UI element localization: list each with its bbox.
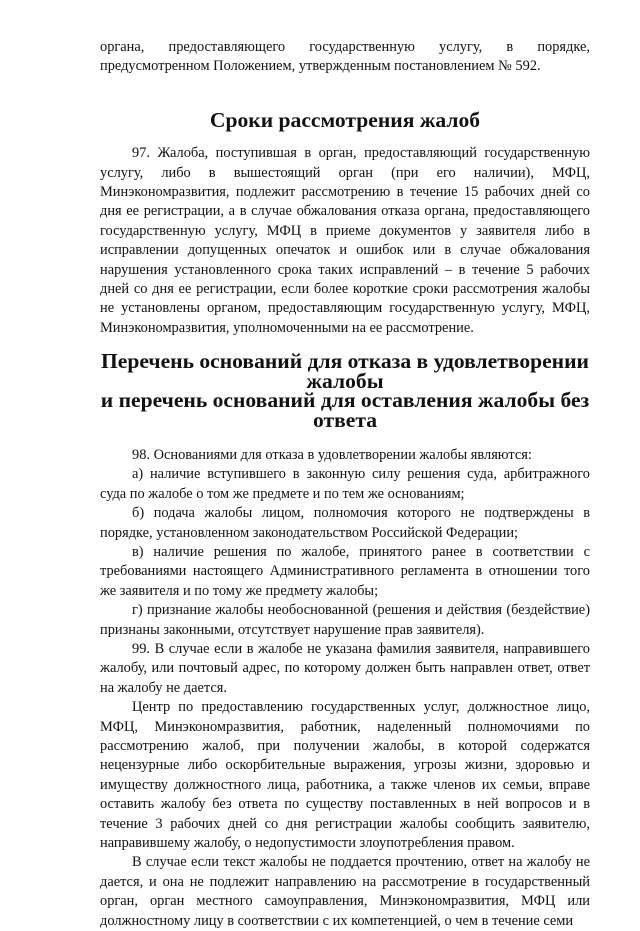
paragraph-98: 98. Основаниями для отказа в удовлетворении жалобы являются: (132, 446, 532, 463)
heading-line-2: и перечень оснований для оставления жалобы без ответа (100, 388, 590, 432)
paragraph-97: 97. Жалоба, поступившая в орган, предоставляющий государственную услугу, либо в вышестоящий орган (при его наличии), МФЦ, Минэкономразвития, подлежит рассмотрению в течение 15 рабочих дней со дня ее регистрации, а в случае обжалования отказа органа, предоставляющего государственную услугу, МФЦ в приеме документов у заявителя либо в исправлении допущенных опечаток и ошибок или в случае обжалования нарушения установленного срока таких исправлений – в течение 5 рабочих дней со дня ее регистрации, если более короткие сроки рассмотрения жалобы не установлены органом, предоставляющим государственную услугу, МФЦ, Минэкономразвития, уполномоченными на ее рассмотрение. (100, 145, 590, 336)
paragraph-98-g: г) признание жалобы необоснованной (решения и действия (бездействие) признаны законными, отсутствует нарушение прав заявителя). (100, 602, 590, 638)
paragraph-98-v: в) наличие решения по жалобе, принятого ранее в соответствии с требованиями настоящего Административного регламента в отношении того же заявителя и по тому же предмету жалобы; (100, 543, 590, 599)
paragraph-continuation: органа, предоставляющего государственную услугу, в порядке, предусмотренном Положением, утвержденным постановлением № 592. (100, 39, 590, 75)
paragraph-99-center: Центр по предоставлению государственных услуг, должностное лицо, МФЦ, Минэкономразвития, работник, наделенный полномочиями по рассмотрению жалоб, при получении жалобы, в которой содержатся нецензурные либо оскорбительные выражения, угрозы жизни, здоровью и имуществу должностного лица, работника, а также членов их семьи, вправе оставить жалобу без ответа по существу поставленных в ней вопросов и в течение 3 рабочих дней со дня регистрации жалобы сообщить заявителю, направившему жалобу, о недопустимости злоупотребления правом. (100, 699, 590, 852)
paragraph-99: 99. В случае если в жалобе не указана фамилия заявителя, направившего жалобу, или почтовый адрес, по которому должен быть направлен ответ, ответ на жалобу не дается. (100, 640, 590, 696)
paragraph-98-a: а) наличие вступившего в законную силу решения суда, арбитражного суда по жалобе о том же предмете и по тем же основаниям; (100, 466, 590, 502)
paragraph-99-unreadable: В случае если текст жалобы не поддается прочтению, ответ на жалобу не дается, и она не подлежит направлению на рассмотрение в государственный орган, орган местного самоуправления, Минэкономразвития, МФЦ или должностному лицу в соответствии с их компетенцией, о чем в течение семи (100, 854, 590, 929)
paragraph-98-b: б) подача жалобы лицом, полномочия которого не подтверждены в порядке, установленном законодательством Российской Федерации; (100, 505, 590, 541)
section-heading-refusal-grounds (100, 349, 590, 432)
heading-line-1: Перечень оснований для отказа в удовлетворении жалобы (101, 349, 589, 393)
section-heading-review-terms: Сроки рассмотрения жалоб (209, 107, 481, 132)
